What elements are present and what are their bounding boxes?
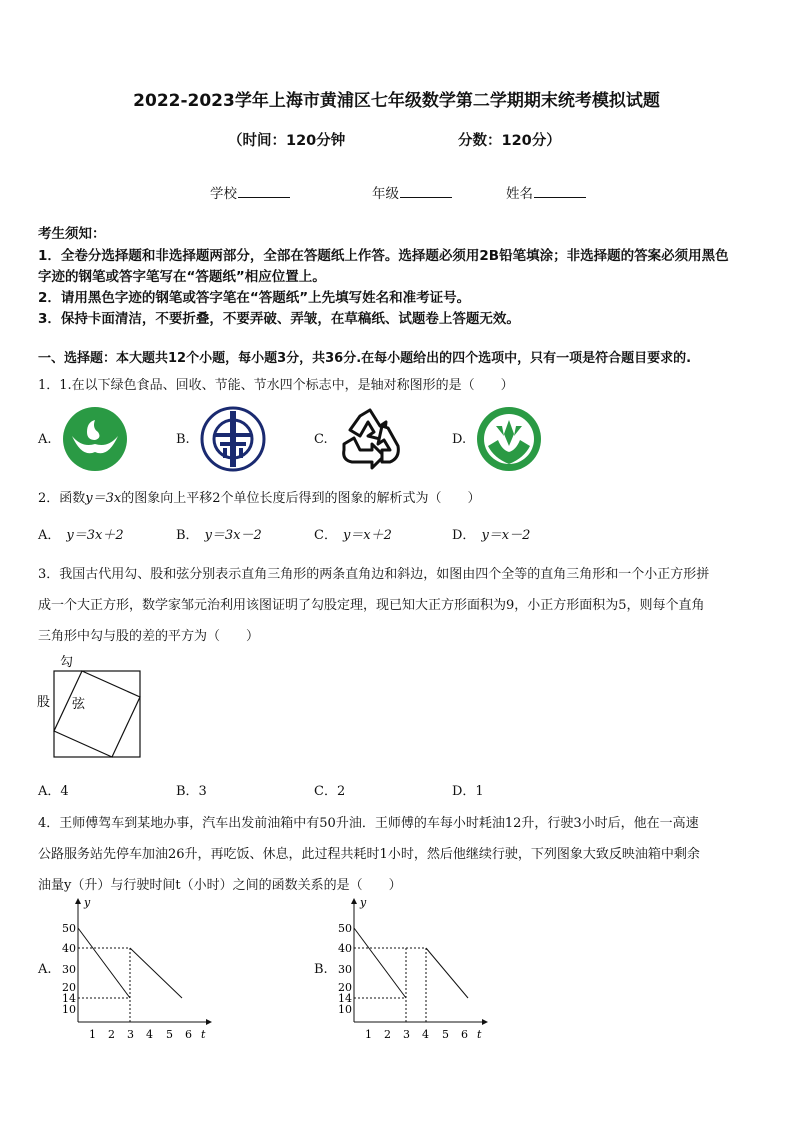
q2-option-a: A． y＝3x＋2	[38, 528, 124, 543]
q4-option-a-label: A.	[38, 962, 52, 977]
svg-text:14: 14	[62, 992, 76, 1005]
q1-option-a-label: A.	[38, 432, 52, 447]
svg-text:20: 20	[62, 981, 76, 994]
q2-function: y＝3x	[85, 491, 122, 506]
svg-text:40: 40	[62, 942, 76, 955]
exam-score: 分数：120分）	[458, 133, 561, 149]
q3-option-b: B．3	[176, 784, 207, 799]
q4-graph-b	[332, 894, 492, 1046]
school-blank[interactable]	[238, 185, 290, 198]
svg-text:40: 40	[338, 942, 352, 955]
energy-saving-icon	[200, 406, 266, 472]
recycle-icon	[336, 406, 404, 472]
svg-text:1: 1	[89, 1028, 96, 1041]
q2-option-b: B． y＝3x－2	[176, 528, 262, 543]
svg-text:y: y	[84, 896, 91, 909]
water-saving-icon	[476, 406, 542, 472]
q1-option-d-label: D.	[452, 432, 467, 447]
question-4-line-3: 油量y（升）与行驶时间t（小时）之间的函数关系的是（ ）	[38, 878, 402, 893]
svg-text:50: 50	[62, 922, 76, 935]
exam-time: （时间：120分钟	[228, 133, 346, 149]
q3-option-c: C．2	[314, 784, 346, 799]
svg-text:t: t	[477, 1028, 482, 1041]
notice-line-2: 2．请用黑色字迹的钢笔或答字笔在“答题纸”上先填写姓名和准考证号。	[38, 290, 471, 306]
gou-label: 勾	[60, 655, 74, 670]
question-3-line-1: 3．我国古代用勾、股和弦分别表示直角三角形的两条直角边和斜边，如图由四个全等的直角三角形和一个小正方形拼	[38, 567, 710, 582]
q3-option-d: D．1	[452, 784, 484, 799]
q1-option-b-label: B.	[176, 432, 190, 447]
svg-text:t: t	[201, 1028, 206, 1041]
question-2-text: 2．函数y＝3x的图象向上平移2个单位长度后得到的图象的解析式为（ ）	[38, 491, 481, 506]
question-4-line-2: 公路服务站先停车加油26升，再吃饭、休息，此过程共耗时1小时，然后他继续行驶，下列图象大致反映油箱中剩余	[38, 847, 700, 862]
q3-option-a: A．4	[38, 784, 69, 799]
svg-text:1: 1	[365, 1028, 372, 1041]
question-3-line-2: 成一个大正方形，数学家邹元治利用该图证明了勾股定理，现已知大正方形面积为9，小正方形面积为5，则每个直角	[38, 598, 705, 613]
svg-text:6: 6	[185, 1028, 192, 1041]
school-field: 学校	[210, 182, 290, 202]
svg-text:20: 20	[338, 981, 352, 994]
grade-blank[interactable]	[400, 185, 452, 198]
svg-text:2: 2	[108, 1028, 115, 1041]
svg-text:30: 30	[62, 963, 76, 976]
gu-label: 股	[37, 695, 51, 710]
q4-graph-a	[56, 894, 216, 1046]
svg-text:14: 14	[338, 992, 352, 1005]
svg-text:30: 30	[338, 963, 352, 976]
svg-text:3: 3	[403, 1028, 410, 1041]
q2-option-c: C． y＝x＋2	[314, 528, 392, 543]
question-1-text: 1．1.在以下绿色食品、回收、节能、节水四个标志中，是轴对称图形的是（ ）	[38, 378, 514, 393]
green-food-icon	[62, 406, 128, 472]
notice-line-1b: 字迹的钢笔或答字笔写在“答题纸”相应位置上。	[38, 269, 326, 285]
svg-text:2: 2	[384, 1028, 391, 1041]
pythagoras-figure	[34, 652, 146, 764]
svg-text:10: 10	[62, 1003, 76, 1016]
question-3-line-3: 三角形中勾与股的差的平方为（ ）	[38, 629, 260, 644]
section-heading: 一、选择题：本大题共12个小题，每小题3分，共36分.在每小题给出的四个选项中，只有一项是符合题目要求的.	[38, 351, 692, 366]
svg-text:3: 3	[127, 1028, 134, 1041]
svg-text:50: 50	[338, 922, 352, 935]
notice-heading: 考生须知：	[38, 226, 106, 242]
xian-label: 弦	[72, 697, 86, 712]
q1-option-c-label: C.	[314, 432, 328, 447]
svg-text:10: 10	[338, 1003, 352, 1016]
question-4-line-1: 4．王师傅驾车到某地办事，汽车出发前油箱中有50升油．王师傅的车每小时耗油12升，行驶3小时后，他在一高速	[38, 816, 699, 831]
q2-option-d: D． y＝x－2	[452, 528, 531, 543]
svg-text:5: 5	[442, 1028, 449, 1041]
svg-text:y: y	[360, 896, 367, 909]
name-field: 姓名	[506, 182, 586, 202]
q4-option-b-label: B.	[314, 962, 328, 977]
notice-line-3: 3．保持卡面清洁，不要折叠，不要弄破、弄皱，在草稿纸、试题卷上答题无效。	[38, 311, 520, 327]
notice-line-1a: 1．全卷分选择题和非选择题两部分，全部在答题纸上作答。选择题必须用2B铅笔填涂；非选择题的答案必须用黑色	[38, 248, 729, 264]
svg-text:4: 4	[146, 1028, 153, 1041]
grade-field: 年级	[372, 182, 452, 202]
exam-title: 2022-2023学年上海市黄浦区七年级数学第二学期期末统考模拟试题	[133, 91, 660, 111]
svg-text:4: 4	[422, 1028, 429, 1041]
svg-text:5: 5	[166, 1028, 173, 1041]
name-blank[interactable]	[534, 185, 586, 198]
svg-text:6: 6	[461, 1028, 468, 1041]
